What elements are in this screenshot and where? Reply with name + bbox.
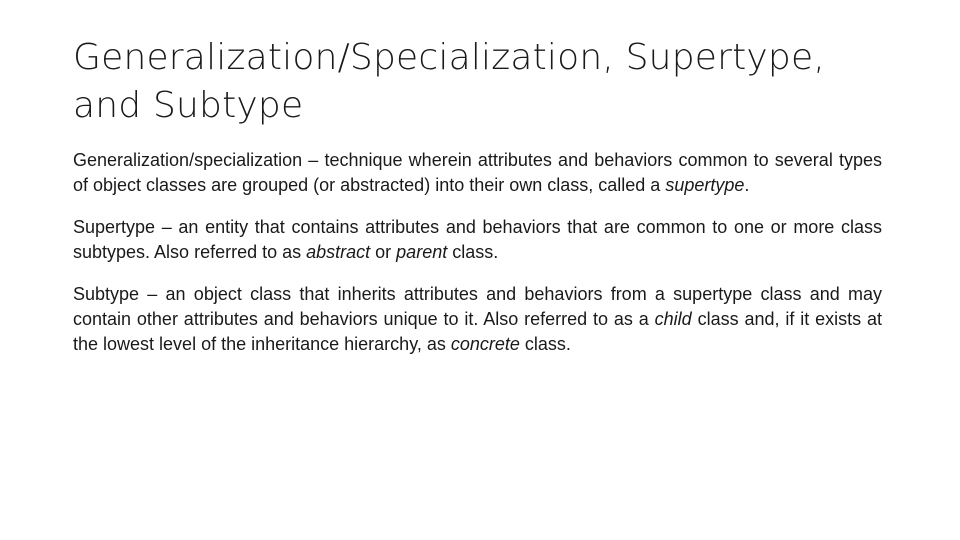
definition-text: class. (519, 334, 571, 354)
definition-text: or (370, 242, 397, 262)
definition-subtype (73, 282, 882, 357)
definition-text: – an object class that inherits attributes and behaviors from a supertype class and may contain other attributes and behaviors unique to it. Also referred to as a (73, 284, 882, 329)
term-label: Generalization/specialization (73, 150, 303, 170)
emphasized-term: supertype (665, 175, 745, 195)
definition-text: – an entity that contains attributes and behaviors that are common to one or more class subtypes. Also referred to as (73, 217, 882, 262)
definition-text: . (744, 175, 750, 195)
emphasized-term: parent (396, 242, 448, 262)
definition-text: – technique wherein attributes and behaviors common to several types of object classes are grouped (or abstracted) into their own class, called a (73, 150, 882, 195)
definition-text: class. (447, 242, 499, 262)
emphasized-term: child (654, 309, 692, 329)
definition-generalization (73, 148, 882, 198)
emphasized-term: abstract (306, 242, 371, 262)
slide-body (73, 148, 882, 374)
emphasized-term: concrete (450, 334, 520, 354)
term-label: Subtype (73, 284, 140, 304)
definition-text: class and, if it exists at the lowest level of the inheritance hierarchy, as (73, 309, 882, 354)
slide-title: Generalization/Specialization, Supertype, and Subtype (73, 37, 825, 126)
term-label: Supertype (73, 217, 156, 237)
definition-supertype (73, 215, 882, 265)
